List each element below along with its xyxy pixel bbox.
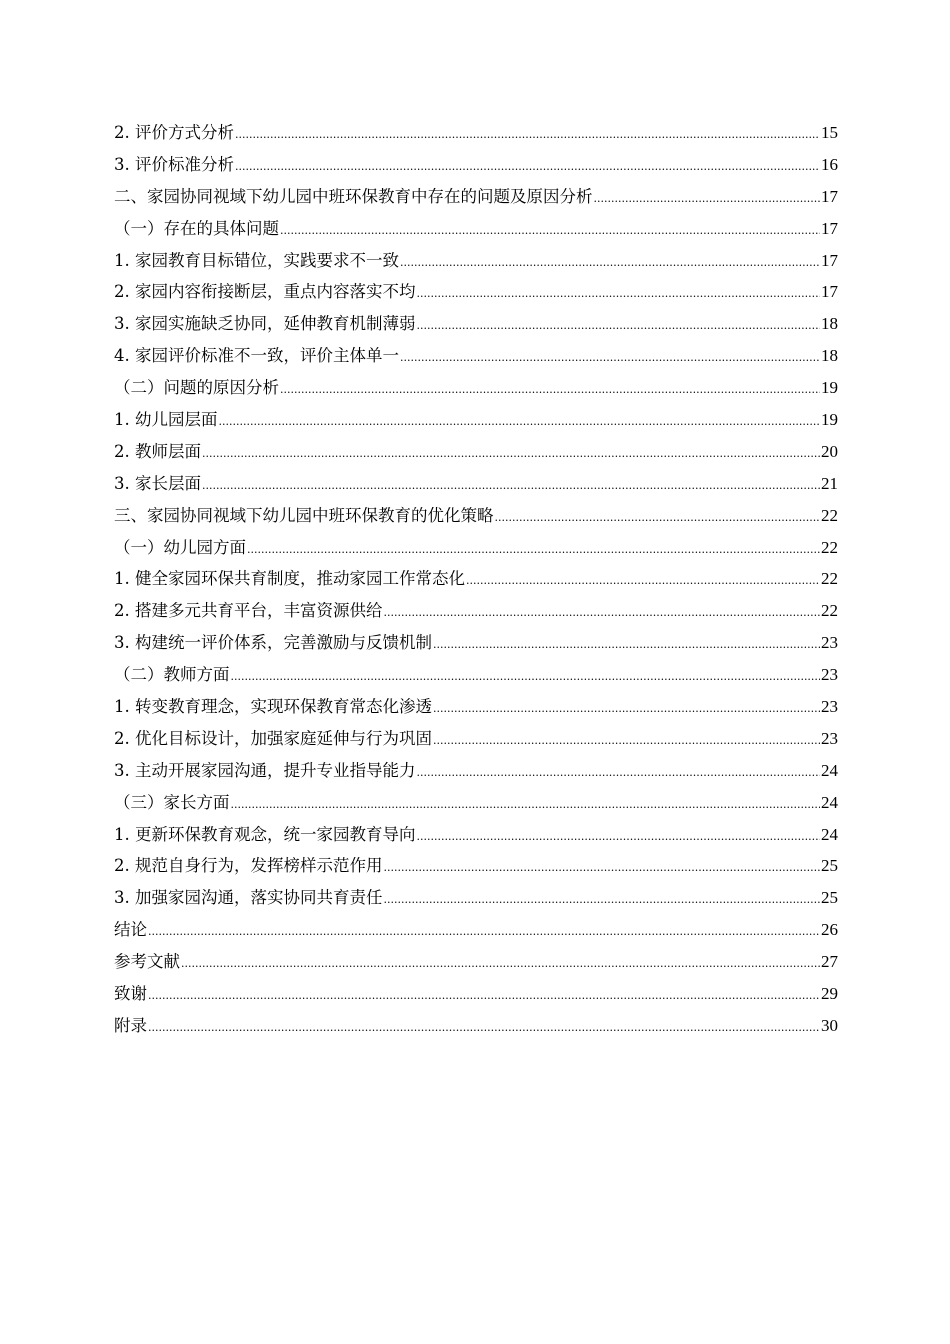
toc-entry-page: 17 bbox=[821, 282, 838, 302]
toc-entry-title: 3. 主动开展家园沟通，提升专业指导能力 bbox=[114, 760, 416, 780]
toc-entry-page: 25 bbox=[821, 856, 838, 876]
toc-entry-title: 参考文献 bbox=[114, 952, 180, 972]
toc-leader-dots bbox=[384, 852, 821, 884]
toc-entry[interactable] bbox=[114, 946, 838, 978]
toc-entry-page: 17 bbox=[821, 250, 838, 270]
toc-leader-dots bbox=[433, 693, 820, 725]
toc-entry-page: 27 bbox=[821, 952, 838, 972]
toc-entry-title: 2. 搭建多元共育平台，丰富资源供给 bbox=[114, 601, 383, 621]
toc-entry-page: 19 bbox=[821, 410, 838, 430]
toc-entry-page: 17 bbox=[821, 186, 838, 206]
toc-entry-title: 1. 转变教育理念，实现环保教育常态化渗透 bbox=[114, 697, 432, 717]
toc-entry-page: 24 bbox=[821, 760, 838, 780]
toc-entry[interactable] bbox=[114, 659, 838, 691]
toc-entry-title: 2. 家园内容衔接断层，重点内容落实不均 bbox=[114, 282, 416, 302]
toc-entry-title: （二）问题的原因分析 bbox=[114, 378, 279, 398]
toc-leader-dots bbox=[280, 215, 820, 247]
toc-entry[interactable] bbox=[114, 245, 838, 277]
toc-entry-title: 三、家园协同视域下幼儿园中班环保教育的优化策略 bbox=[114, 505, 494, 525]
toc-entry[interactable] bbox=[114, 117, 838, 149]
toc-leader-dots bbox=[235, 119, 820, 151]
toc-entry-page: 17 bbox=[821, 218, 838, 238]
toc-entry[interactable] bbox=[114, 213, 838, 245]
toc-entry-title: 3. 构建统一评价体系，完善激励与反馈机制 bbox=[114, 633, 432, 653]
toc-leader-dots bbox=[231, 789, 821, 821]
toc-entry-title: 2. 优化目标设计，加强家庭延伸与行为巩固 bbox=[114, 728, 432, 748]
toc-leader-dots bbox=[219, 406, 821, 438]
toc-entry[interactable] bbox=[114, 500, 838, 532]
toc-entry[interactable] bbox=[114, 563, 838, 595]
toc-entry-title: 致谢 bbox=[114, 984, 147, 1004]
toc-leader-dots bbox=[231, 661, 821, 693]
toc-entry[interactable] bbox=[114, 978, 838, 1010]
toc-entry-title: 1. 健全家园环保共育制度，推动家园工作常态化 bbox=[114, 569, 465, 589]
toc-entry-title: 附录 bbox=[114, 1015, 147, 1035]
toc-entry-page: 24 bbox=[821, 792, 838, 812]
toc-entry[interactable] bbox=[114, 308, 838, 340]
table-of-contents bbox=[114, 117, 838, 1042]
toc-leader-dots bbox=[400, 342, 820, 374]
toc-leader-dots bbox=[280, 374, 820, 406]
toc-leader-dots bbox=[433, 629, 820, 661]
toc-entry-page: 15 bbox=[821, 123, 838, 142]
toc-entry-page: 18 bbox=[821, 346, 838, 366]
toc-leader-dots bbox=[148, 1012, 820, 1044]
toc-entry[interactable] bbox=[114, 882, 838, 914]
toc-entry-page: 19 bbox=[821, 378, 838, 398]
toc-entry-page: 23 bbox=[821, 665, 838, 685]
toc-entry-title: 1. 家园教育目标错位，实践要求不一致 bbox=[114, 250, 399, 270]
toc-entry[interactable] bbox=[114, 149, 838, 181]
toc-entry-page: 21 bbox=[821, 473, 838, 493]
toc-entry-title: 3. 家长层面 bbox=[114, 473, 201, 493]
toc-leader-dots bbox=[417, 757, 821, 789]
toc-leader-dots bbox=[148, 916, 820, 948]
toc-entry-page: 16 bbox=[821, 154, 838, 174]
toc-entry-title: 结论 bbox=[114, 920, 147, 940]
toc-leader-dots bbox=[202, 470, 820, 502]
toc-leader-dots bbox=[148, 980, 820, 1012]
toc-leader-dots bbox=[384, 884, 821, 916]
toc-entry-page: 30 bbox=[821, 1015, 838, 1035]
toc-entry[interactable] bbox=[114, 340, 838, 372]
toc-entry[interactable] bbox=[114, 372, 838, 404]
toc-leader-dots bbox=[466, 565, 820, 597]
toc-leader-dots bbox=[247, 534, 820, 566]
toc-entry-title: 2. 规范自身行为，发挥榜样示范作用 bbox=[114, 856, 383, 876]
toc-leader-dots bbox=[384, 597, 821, 629]
toc-entry-title: 2. 教师层面 bbox=[114, 441, 201, 461]
toc-entry[interactable] bbox=[114, 723, 838, 755]
toc-entry[interactable] bbox=[114, 595, 838, 627]
toc-entry-title: （一）存在的具体问题 bbox=[114, 218, 279, 238]
toc-leader-dots bbox=[417, 310, 821, 342]
toc-leader-dots bbox=[417, 821, 821, 853]
toc-entry-title: 4. 家园评价标准不一致，评价主体单一 bbox=[114, 346, 399, 366]
toc-entry-title: 1. 更新环保教育观念，统一家园教育导向 bbox=[114, 824, 416, 844]
toc-entry[interactable] bbox=[114, 468, 838, 500]
toc-leader-dots bbox=[235, 151, 820, 183]
toc-entry[interactable] bbox=[114, 181, 838, 213]
toc-entry-page: 22 bbox=[821, 505, 838, 525]
toc-leader-dots bbox=[495, 502, 821, 534]
toc-entry-title: （二）教师方面 bbox=[114, 665, 230, 685]
toc-entry-page: 26 bbox=[821, 920, 838, 940]
toc-leader-dots bbox=[433, 725, 820, 757]
toc-entry-page: 29 bbox=[821, 984, 838, 1004]
toc-entry[interactable] bbox=[114, 276, 838, 308]
toc-entry-page: 25 bbox=[821, 888, 838, 908]
toc-entry[interactable] bbox=[114, 404, 838, 436]
toc-entry[interactable] bbox=[114, 627, 838, 659]
toc-entry-page: 18 bbox=[821, 314, 838, 334]
toc-entry[interactable] bbox=[114, 755, 838, 787]
toc-entry-page: 22 bbox=[821, 569, 838, 589]
toc-entry-page: 24 bbox=[821, 824, 838, 844]
toc-entry[interactable] bbox=[114, 436, 838, 468]
toc-entry[interactable] bbox=[114, 850, 838, 882]
toc-leader-dots bbox=[417, 278, 821, 310]
toc-entry-page: 23 bbox=[821, 728, 838, 748]
toc-entry[interactable] bbox=[114, 1010, 838, 1042]
toc-leader-dots bbox=[400, 247, 820, 279]
toc-entry[interactable] bbox=[114, 532, 838, 564]
toc-leader-dots bbox=[594, 183, 821, 215]
toc-entry-page: 22 bbox=[821, 537, 838, 557]
toc-entry-title: （一）幼儿园方面 bbox=[114, 537, 246, 557]
toc-entry-title: 1. 幼儿园层面 bbox=[114, 410, 218, 430]
toc-entry-title: 2. 评价方式分析 bbox=[114, 123, 234, 142]
toc-entry-page: 22 bbox=[821, 601, 838, 621]
toc-entry-title: 二、家园协同视域下幼儿园中班环保教育中存在的问题及原因分析 bbox=[114, 186, 593, 206]
toc-entry[interactable] bbox=[114, 914, 838, 946]
toc-leader-dots bbox=[202, 438, 820, 470]
toc-entry-title: 3. 加强家园沟通，落实协同共育责任 bbox=[114, 888, 383, 908]
toc-leader-dots bbox=[181, 948, 820, 980]
toc-entry[interactable] bbox=[114, 691, 838, 723]
toc-entry-title: 3. 家园实施缺乏协同，延伸教育机制薄弱 bbox=[114, 314, 416, 334]
toc-entry-page: 23 bbox=[821, 697, 838, 717]
toc-entry-title: 3. 评价标准分析 bbox=[114, 154, 234, 174]
toc-entry-page: 23 bbox=[821, 633, 838, 653]
toc-entry[interactable] bbox=[114, 787, 838, 819]
toc-entry[interactable] bbox=[114, 819, 838, 851]
toc-entry-page: 20 bbox=[821, 441, 838, 461]
toc-entry-title: （三）家长方面 bbox=[114, 792, 230, 812]
